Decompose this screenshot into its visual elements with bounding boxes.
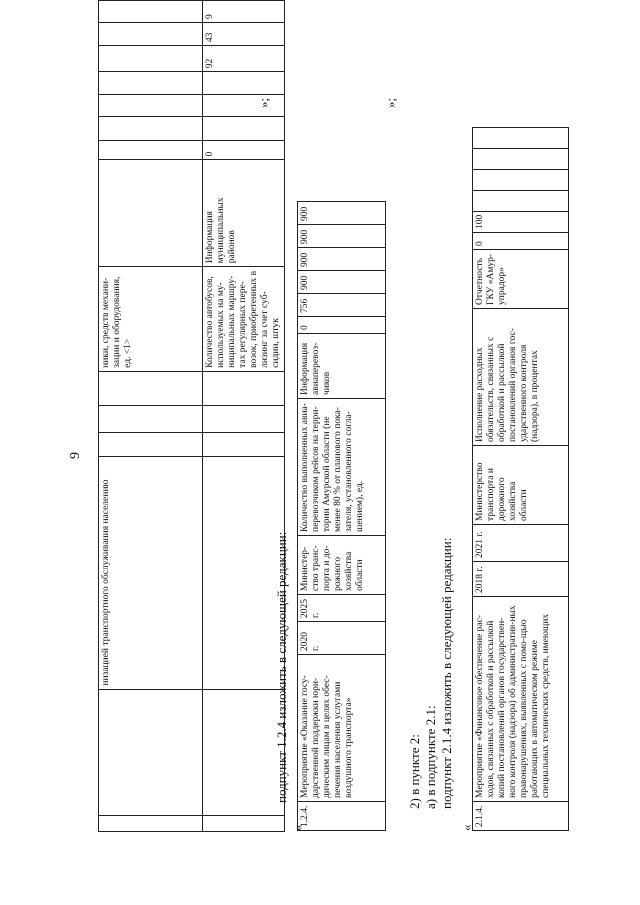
closing-quote-2: »; xyxy=(383,97,398,108)
cell: 100 xyxy=(473,211,569,232)
closing-quote-1: »; xyxy=(256,97,271,108)
cell xyxy=(203,432,285,457)
cell xyxy=(473,127,569,148)
cell xyxy=(203,815,285,831)
table-row xyxy=(298,202,386,831)
cell: 900 xyxy=(298,225,386,248)
instruction-1: подпункт 1.2.4 изложить в следующей редакции: xyxy=(274,531,289,803)
cell xyxy=(99,405,203,432)
cell xyxy=(203,72,285,94)
cell xyxy=(203,94,285,116)
cell xyxy=(99,815,203,831)
cell: 2018 г. xyxy=(473,562,569,597)
cell: низацией транспортного обслуживания населению xyxy=(99,457,203,689)
cell xyxy=(99,432,203,457)
table-row xyxy=(99,1,203,832)
cell: 756 xyxy=(298,294,386,317)
table-row xyxy=(473,127,569,830)
cell: Количество автобусов, используемых на му-ниципальных маршру-тах регулярных пере-возок, приобретенных в лизинг за счет суб-сидии, штук xyxy=(203,267,285,372)
cell xyxy=(203,405,285,432)
open-quote-1: « xyxy=(290,824,305,831)
cell: 1.2.4. xyxy=(298,802,386,831)
cell xyxy=(99,371,203,405)
table-continuation xyxy=(98,0,285,832)
cell xyxy=(203,371,285,405)
cell: 2025 г. xyxy=(298,595,386,622)
cell: Количество выполненных авиа-перевозчиком рейсов на терри-тории Амурской области (не менее 80 % от планового пока-зателя, установленного согла-шением), ед. xyxy=(298,399,386,536)
cell: Исполнение расходных обязательств, связанных с обработкой и рассылкой постановлений органов гос-ударственного контроля (надзора), в процентах xyxy=(473,309,569,446)
cell: 2.1.4. xyxy=(473,802,569,831)
cell: Министерство транспорта и дорожного хозяйства области xyxy=(473,446,569,525)
cell: Информация муниципальных районов xyxy=(203,160,285,267)
item-2: 2) в пункте 2: xyxy=(407,734,422,809)
cell xyxy=(99,140,203,160)
cell xyxy=(473,190,569,211)
table-row xyxy=(203,1,285,832)
cell xyxy=(203,457,285,689)
cell xyxy=(473,148,569,169)
cell: 43 xyxy=(203,23,285,46)
page-number: 9 xyxy=(68,452,83,459)
instruction-2: подпункт 2.1.4 изложить в следующей редакции: xyxy=(439,537,454,809)
cell: 2021 г. xyxy=(473,525,569,562)
cell: ники, средств механи-зации и оборудования, ед. <1> xyxy=(99,267,203,372)
cell: 0 xyxy=(473,233,569,250)
cell xyxy=(99,689,203,815)
cell: 0 xyxy=(298,317,386,334)
cell xyxy=(99,72,203,94)
cell xyxy=(99,116,203,140)
cell xyxy=(99,1,203,23)
cell: 900 xyxy=(298,248,386,271)
cell: 900 xyxy=(298,271,386,294)
cell: 9 xyxy=(203,1,285,23)
open-quote-2: « xyxy=(459,824,474,831)
cell: Мероприятие «Оказание госу-дарственной поддержки юри-дическим лицам в целях обес-печения населения услугами воздушного транспорта» xyxy=(298,655,386,802)
cell xyxy=(99,46,203,72)
cell: 900 xyxy=(298,202,386,225)
cell: 0 xyxy=(203,140,285,160)
cell xyxy=(203,689,285,815)
cell: Министер-ство транс-порта и до-рожного хозяйства области xyxy=(298,536,386,595)
cell: Мероприятие «Финансовое обеспечение рас-ходов, связанных с обработкой и рассылкой копий постановлений органов государствен-ного контроля (надзора) об административ-ных правонарушениях, выявленных с помо-щью работающих в автоматическом режиме специальных технических средств, имеющих xyxy=(473,597,569,802)
item-2-a: а) в подпункте 2.1: xyxy=(423,705,438,809)
table-2-1-4 xyxy=(472,127,569,831)
cell xyxy=(203,116,285,140)
cell: 2020 г. xyxy=(298,622,386,655)
cell: Информация авиаперевоз-чиков xyxy=(298,334,386,399)
cell xyxy=(473,169,569,190)
cell xyxy=(99,160,203,267)
cell xyxy=(99,23,203,46)
cell xyxy=(99,94,203,116)
table-1-2-4 xyxy=(297,201,386,831)
cell: Отчетность ГКУ «Амур-упрадор» xyxy=(473,250,569,309)
cell: 92 xyxy=(203,46,285,72)
